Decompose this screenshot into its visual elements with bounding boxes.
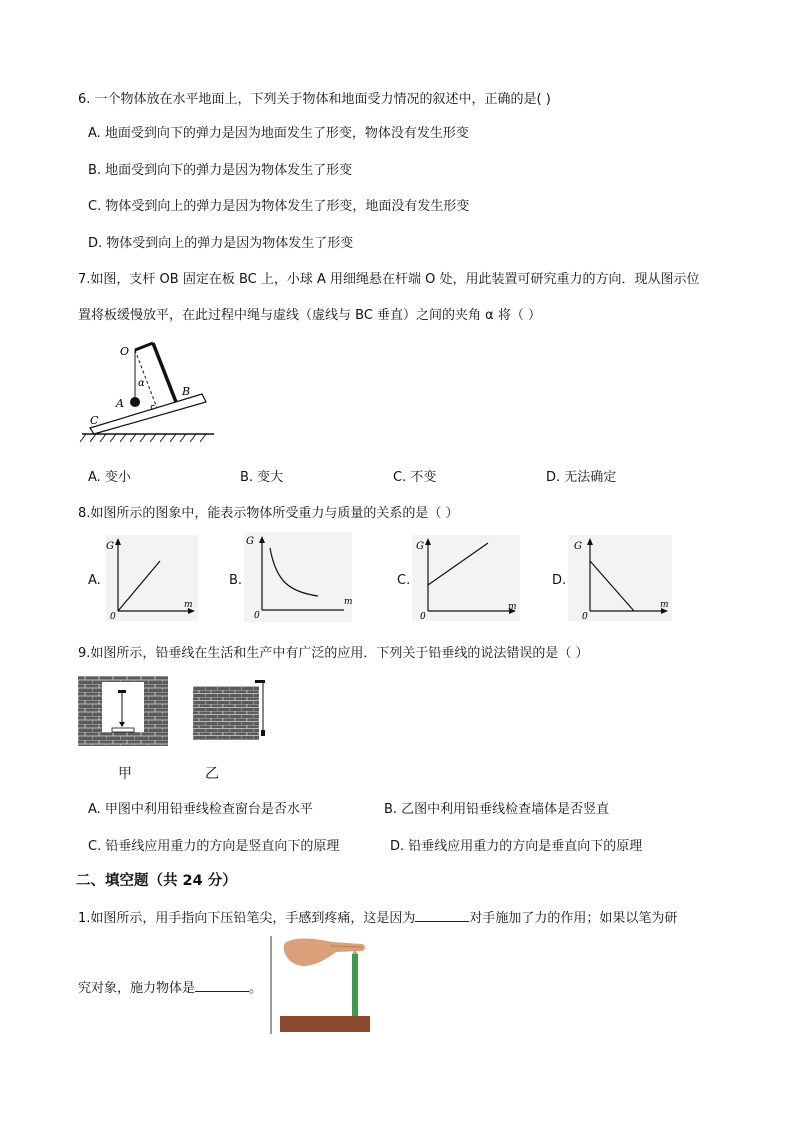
q6-stem: 6. 一个物体放在水平地面上，下列关于物体和地面受力情况的叙述中，正确的是( ) [78,92,551,107]
label-a: A [116,397,124,410]
q9-option-c: C. 铅垂线应用重力的方向是竖直向下的原理 [88,839,340,854]
q9-figure-jia [78,676,168,746]
q6-option-d: D. 物体受到向上的弹力是因为物体发生了形变 [88,236,354,251]
label-c: C [90,414,99,427]
q8-graph-b [244,532,352,622]
fill1-text-part4: 。 [249,981,263,996]
q8-option-b-label: B. [229,573,243,588]
q8-graph-d [568,535,672,621]
fill1-text-part2: 对手施加了力的作用；如果以笔为研 [469,911,678,926]
fill1-line2 [78,977,262,996]
q7-stem-line2: 置将板缓慢放平，在此过程中绳与虚线（虚线与 BC 垂直）之间的夹角 α 将（ ） [78,308,541,323]
q7-option-b: B. 变大 [240,470,284,485]
fill1-text-part1: 1.如图所示，用手指向下压铅笔尖，手感到疼痛，这是因为 [78,911,416,926]
q9-figure-yi [193,676,269,740]
q8-option-a-label: A. [88,573,101,588]
q8-graph-a [106,535,198,621]
label-alpha: α [138,378,145,389]
q7-option-c: C. 不变 [393,470,437,485]
q8-option-c-label: C. [397,573,411,588]
q6-option-a: A. 地面受到向下的弹力是因为地面发生了形变，物体没有发生形变 [88,126,469,141]
q7-stem-line1: 7.如图，支杆 OB 固定在板 BC 上，小球 A 用细绳悬在杆端 O 处，用此装置可研究重力的方向．现从图示位 [78,272,700,287]
y-label: G [106,541,114,552]
origin-label: 0 [420,612,426,621]
q9-option-d: D. 铅垂线应用重力的方向是垂直向下的原理 [390,839,643,854]
fill1-text-part3: 究对象，施力物体是 [78,981,196,996]
section-title: 二、填空题（共 24 分） [76,873,237,889]
y-label: G [574,541,582,552]
origin-label: 0 [582,612,588,621]
q9-option-b: B. 乙图中利用铅垂线检查墙体是否竖直 [384,802,610,817]
fill1-line1 [78,907,677,926]
q8-option-d-label: D. [552,573,567,588]
q7-option-d: D. 无法确定 [546,470,617,485]
q6-option-b: B. 地面受到向下的弹力是因为物体发生了形变 [88,163,353,178]
q9-caption-yi: 乙 [205,766,219,782]
q7-option-a: A. 变小 [88,470,131,485]
pencil-press-photo [270,936,374,1036]
fill1-blank-2 [195,980,249,992]
fill1-blank-1 [415,910,469,922]
q8-stem: 8.如图所示的图象中，能表示物体所受重力与质量的关系的是（ ） [78,506,459,521]
x-label: m [508,602,517,612]
x-label: m [660,600,669,610]
y-label: G [246,536,254,547]
q7-incline-figure [78,338,218,446]
q9-caption-jia: 甲 [118,766,132,782]
label-o: O [120,345,130,358]
label-b: B [182,385,191,398]
q9-stem: 9.如图所示，铅垂线在生活和生产中有广泛的应用．下列关于铅垂线的说法错误的是（ ） [78,646,589,661]
q8-graph-c [412,535,520,621]
origin-label: 0 [254,611,260,621]
y-label: G [416,541,424,552]
q6-option-c: C. 物体受到向上的弹力是因为物体发生了形变，地面没有发生形变 [88,199,470,214]
x-label: m [344,597,352,607]
origin-label: 0 [110,612,116,621]
q9-option-a: A. 甲图中利用铅垂线检查窗台是否水平 [88,802,313,817]
x-label: m [184,600,193,610]
